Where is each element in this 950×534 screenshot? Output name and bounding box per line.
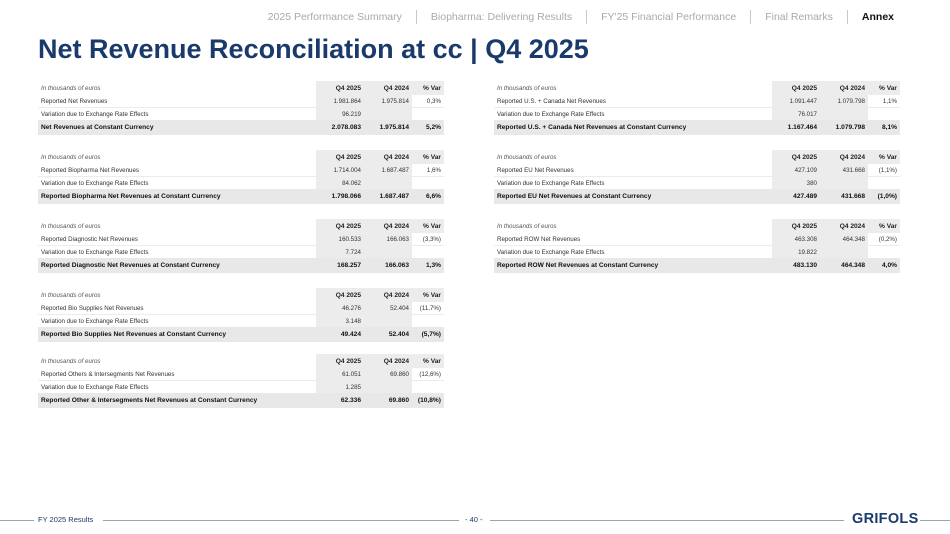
cell-q4-2024: 52.404 <box>364 302 412 315</box>
row-label: Reported Net Revenues <box>41 97 108 105</box>
column-header: Q4 2024 <box>364 150 412 164</box>
section-nav <box>254 10 908 24</box>
unit-label: In thousands of euros <box>497 222 557 230</box>
total-q4-2024: 69.860 <box>364 393 412 408</box>
total-q4-2024: 464.348 <box>820 258 868 273</box>
unit-label: In thousands of euros <box>497 84 557 92</box>
total-q4-2025: 168.257 <box>316 258 364 273</box>
cell-var: 0,3% <box>426 97 441 105</box>
cell-q4-2025: 46.276 <box>316 302 364 315</box>
page-title: Net Revenue Reconciliation at cc | Q4 2025 <box>38 34 589 64</box>
total-label: Reported Bio Supplies Net Revenues at Constant Currency <box>38 327 316 342</box>
table-row <box>38 108 444 121</box>
row-label: Variation due to Exchange Rate Effects <box>494 246 772 259</box>
total-var: 5,2% <box>412 120 444 135</box>
row-label: Reported Bio Supplies Net Revenues <box>41 304 144 312</box>
cell-q4-2024 <box>820 246 868 259</box>
table-row <box>38 368 444 381</box>
table-row <box>494 164 900 177</box>
cell-q4-2025: 84.062 <box>316 177 364 190</box>
column-header: Q4 2025 <box>772 219 820 233</box>
cell-q4-2024: 431.668 <box>820 164 868 177</box>
table-row <box>38 164 444 177</box>
cell-var: (11,7%) <box>419 304 441 312</box>
total-var: 4,0% <box>868 258 900 273</box>
cell-var: (0,2%) <box>878 235 897 243</box>
table-row <box>38 381 444 394</box>
total-q4-2024: 1.079.798 <box>820 120 868 135</box>
cell-q4-2024: 1.079.798 <box>820 95 868 108</box>
row-label: Variation due to Exchange Rate Effects <box>38 246 316 259</box>
column-header: Q4 2024 <box>820 150 868 164</box>
row-label: Variation due to Exchange Rate Effects <box>494 177 772 190</box>
row-label: Variation due to Exchange Rate Effects <box>38 108 316 121</box>
cell-q4-2024 <box>364 177 412 190</box>
table-row <box>38 302 444 315</box>
row-label: Reported Biopharma Net Revenues <box>41 166 140 174</box>
nav-item-fy-25-financial-performance[interactable]: FY'25 Financial Performance <box>586 10 750 24</box>
nav-item-annex[interactable]: Annex <box>847 10 908 24</box>
reconciliation-table <box>494 219 900 273</box>
reconciliation-table <box>38 81 444 135</box>
column-header: Q4 2024 <box>820 219 868 233</box>
column-header: Q4 2025 <box>316 288 364 302</box>
row-label: Reported ROW Net Revenues <box>497 235 581 243</box>
table-row <box>494 233 900 246</box>
column-header: Q4 2025 <box>316 150 364 164</box>
total-var: 1,3% <box>412 258 444 273</box>
total-label: Reported Diagnostic Net Revenues at Constant Currency <box>38 258 316 273</box>
column-header: Q4 2024 <box>820 81 868 95</box>
column-header: Q4 2025 <box>316 219 364 233</box>
cell-q4-2024: 1.975.814 <box>364 95 412 108</box>
total-q4-2024: 1.975.814 <box>364 120 412 135</box>
cell-q4-2025: 380 <box>772 177 820 190</box>
total-var: (10,8%) <box>412 393 444 408</box>
cell-q4-2025: 1.981.864 <box>316 95 364 108</box>
cell-var <box>412 246 444 259</box>
cell-q4-2024 <box>820 177 868 190</box>
cell-q4-2025: 61.051 <box>316 368 364 381</box>
column-header: Q4 2024 <box>364 354 412 368</box>
cell-q4-2025: 7.724 <box>316 246 364 259</box>
total-var: (1,0%) <box>868 189 900 204</box>
column-header: Q4 2024 <box>364 288 412 302</box>
cell-var <box>868 108 900 121</box>
table-row <box>494 95 900 108</box>
cell-q4-2025: 1.091.447 <box>772 95 820 108</box>
footer-rule-right <box>920 520 950 521</box>
cell-q4-2024: 1.687.487 <box>364 164 412 177</box>
row-label: Reported Diagnostic Net Revenues <box>41 235 138 243</box>
cell-q4-2024 <box>364 381 412 394</box>
reconciliation-table <box>38 150 444 204</box>
cell-var <box>412 177 444 190</box>
nav-item-2025-performance-summary[interactable]: 2025 Performance Summary <box>267 11 402 23</box>
table-row <box>38 233 444 246</box>
cell-q4-2025: 96.219 <box>316 108 364 121</box>
total-row <box>38 327 444 342</box>
cell-q4-2024 <box>820 108 868 121</box>
total-q4-2024: 52.404 <box>364 327 412 342</box>
reconciliation-table <box>38 288 444 342</box>
cell-var: 1,6% <box>426 166 441 174</box>
column-header: Q4 2024 <box>364 219 412 233</box>
total-label: Reported ROW Net Revenues at Constant Currency <box>494 258 772 273</box>
column-header: % Var <box>412 81 444 95</box>
total-q4-2025: 427.489 <box>772 189 820 204</box>
total-row <box>494 120 900 135</box>
cell-q4-2025: 463.308 <box>772 233 820 246</box>
unit-label: In thousands of euros <box>41 84 101 92</box>
cell-q4-2025: 160.533 <box>316 233 364 246</box>
column-header: Q4 2025 <box>316 354 364 368</box>
total-row <box>494 258 900 273</box>
table-row <box>38 246 444 259</box>
total-row <box>38 393 444 408</box>
footer-rule-left <box>0 520 34 521</box>
cell-q4-2025: 1.285 <box>316 381 364 394</box>
total-var: 8,1% <box>868 120 900 135</box>
row-label: Reported Others & Intersegments Net Revenues <box>41 370 175 378</box>
total-q4-2025: 1.798.066 <box>316 189 364 204</box>
total-label: Reported Biopharma Net Revenues at Constant Currency <box>38 189 316 204</box>
cell-var: (1,1%) <box>878 166 897 174</box>
total-label: Net Revenues at Constant Currency <box>38 120 316 135</box>
cell-q4-2024: 166.063 <box>364 233 412 246</box>
reconciliation-table <box>494 150 900 204</box>
total-label: Reported U.S. + Canada Net Revenues at Constant Currency <box>494 120 772 135</box>
table-row <box>494 108 900 121</box>
cell-var: (12,6%) <box>419 370 441 378</box>
reconciliation-table <box>38 219 444 273</box>
grifols-logo: GRIFOLS <box>852 511 919 527</box>
unit-label: In thousands of euros <box>41 357 101 365</box>
cell-q4-2024 <box>364 315 412 328</box>
footer-label: FY 2025 Results <box>38 515 94 524</box>
column-header: % Var <box>412 354 444 368</box>
row-label: Variation due to Exchange Rate Effects <box>494 108 772 121</box>
table-row <box>494 246 900 259</box>
total-q4-2024: 431.668 <box>820 189 868 204</box>
total-label: Reported Other & Intersegments Net Revenues at Constant Currency <box>38 393 316 408</box>
total-q4-2024: 166.063 <box>364 258 412 273</box>
table-row <box>38 95 444 108</box>
column-header: % Var <box>868 81 900 95</box>
table-row <box>38 177 444 190</box>
cell-q4-2024: 464.348 <box>820 233 868 246</box>
cell-var <box>412 315 444 328</box>
cell-q4-2024 <box>364 246 412 259</box>
unit-label: In thousands of euros <box>41 291 101 299</box>
page-number: - 40 - <box>465 515 483 524</box>
cell-var <box>412 108 444 121</box>
nav-item-final-remarks[interactable]: Final Remarks <box>750 10 847 24</box>
total-label: Reported EU Net Revenues at Constant Currency <box>494 189 772 204</box>
cell-q4-2025: 3.148 <box>316 315 364 328</box>
footer-rule-mid-left <box>103 520 459 521</box>
column-header: % Var <box>412 150 444 164</box>
column-header: Q4 2025 <box>772 81 820 95</box>
row-label: Variation due to Exchange Rate Effects <box>38 381 316 394</box>
total-row <box>38 120 444 135</box>
unit-label: In thousands of euros <box>41 153 101 161</box>
total-q4-2024: 1.687.487 <box>364 189 412 204</box>
cell-var <box>868 246 900 259</box>
row-label: Variation due to Exchange Rate Effects <box>38 177 316 190</box>
total-row <box>38 258 444 273</box>
footer-rule-mid-right <box>490 520 844 521</box>
total-row <box>38 189 444 204</box>
cell-var: 1,1% <box>882 97 897 105</box>
row-label: Reported U.S. + Canada Net Revenues <box>497 97 606 105</box>
total-q4-2025: 2.078.083 <box>316 120 364 135</box>
column-header: Q4 2024 <box>364 81 412 95</box>
total-var: 6,6% <box>412 189 444 204</box>
column-header: % Var <box>868 150 900 164</box>
table-row <box>494 177 900 190</box>
cell-q4-2025: 1.714.004 <box>316 164 364 177</box>
row-label: Variation due to Exchange Rate Effects <box>38 315 316 328</box>
cell-q4-2025: 427.109 <box>772 164 820 177</box>
column-header: Q4 2025 <box>772 150 820 164</box>
column-header: % Var <box>868 219 900 233</box>
reconciliation-table <box>38 354 444 408</box>
cell-q4-2025: 76.017 <box>772 108 820 121</box>
reconciliation-table <box>494 81 900 135</box>
cell-var <box>868 177 900 190</box>
cell-var <box>412 381 444 394</box>
unit-label: In thousands of euros <box>497 153 557 161</box>
column-header: % Var <box>412 288 444 302</box>
cell-var: (3,3%) <box>422 235 441 243</box>
total-q4-2025: 1.167.464 <box>772 120 820 135</box>
table-row <box>38 315 444 328</box>
column-header: % Var <box>412 219 444 233</box>
total-q4-2025: 49.424 <box>316 327 364 342</box>
total-q4-2025: 62.336 <box>316 393 364 408</box>
cell-q4-2024 <box>364 108 412 121</box>
row-label: Reported EU Net Revenues <box>497 166 574 174</box>
total-q4-2025: 483.130 <box>772 258 820 273</box>
column-header: Q4 2025 <box>316 81 364 95</box>
cell-q4-2024: 69.860 <box>364 368 412 381</box>
cell-q4-2025: 19.822 <box>772 246 820 259</box>
nav-item-biopharma-delivering-results[interactable]: Biopharma: Delivering Results <box>416 10 586 24</box>
total-row <box>494 189 900 204</box>
unit-label: In thousands of euros <box>41 222 101 230</box>
total-var: (5,7%) <box>412 327 444 342</box>
